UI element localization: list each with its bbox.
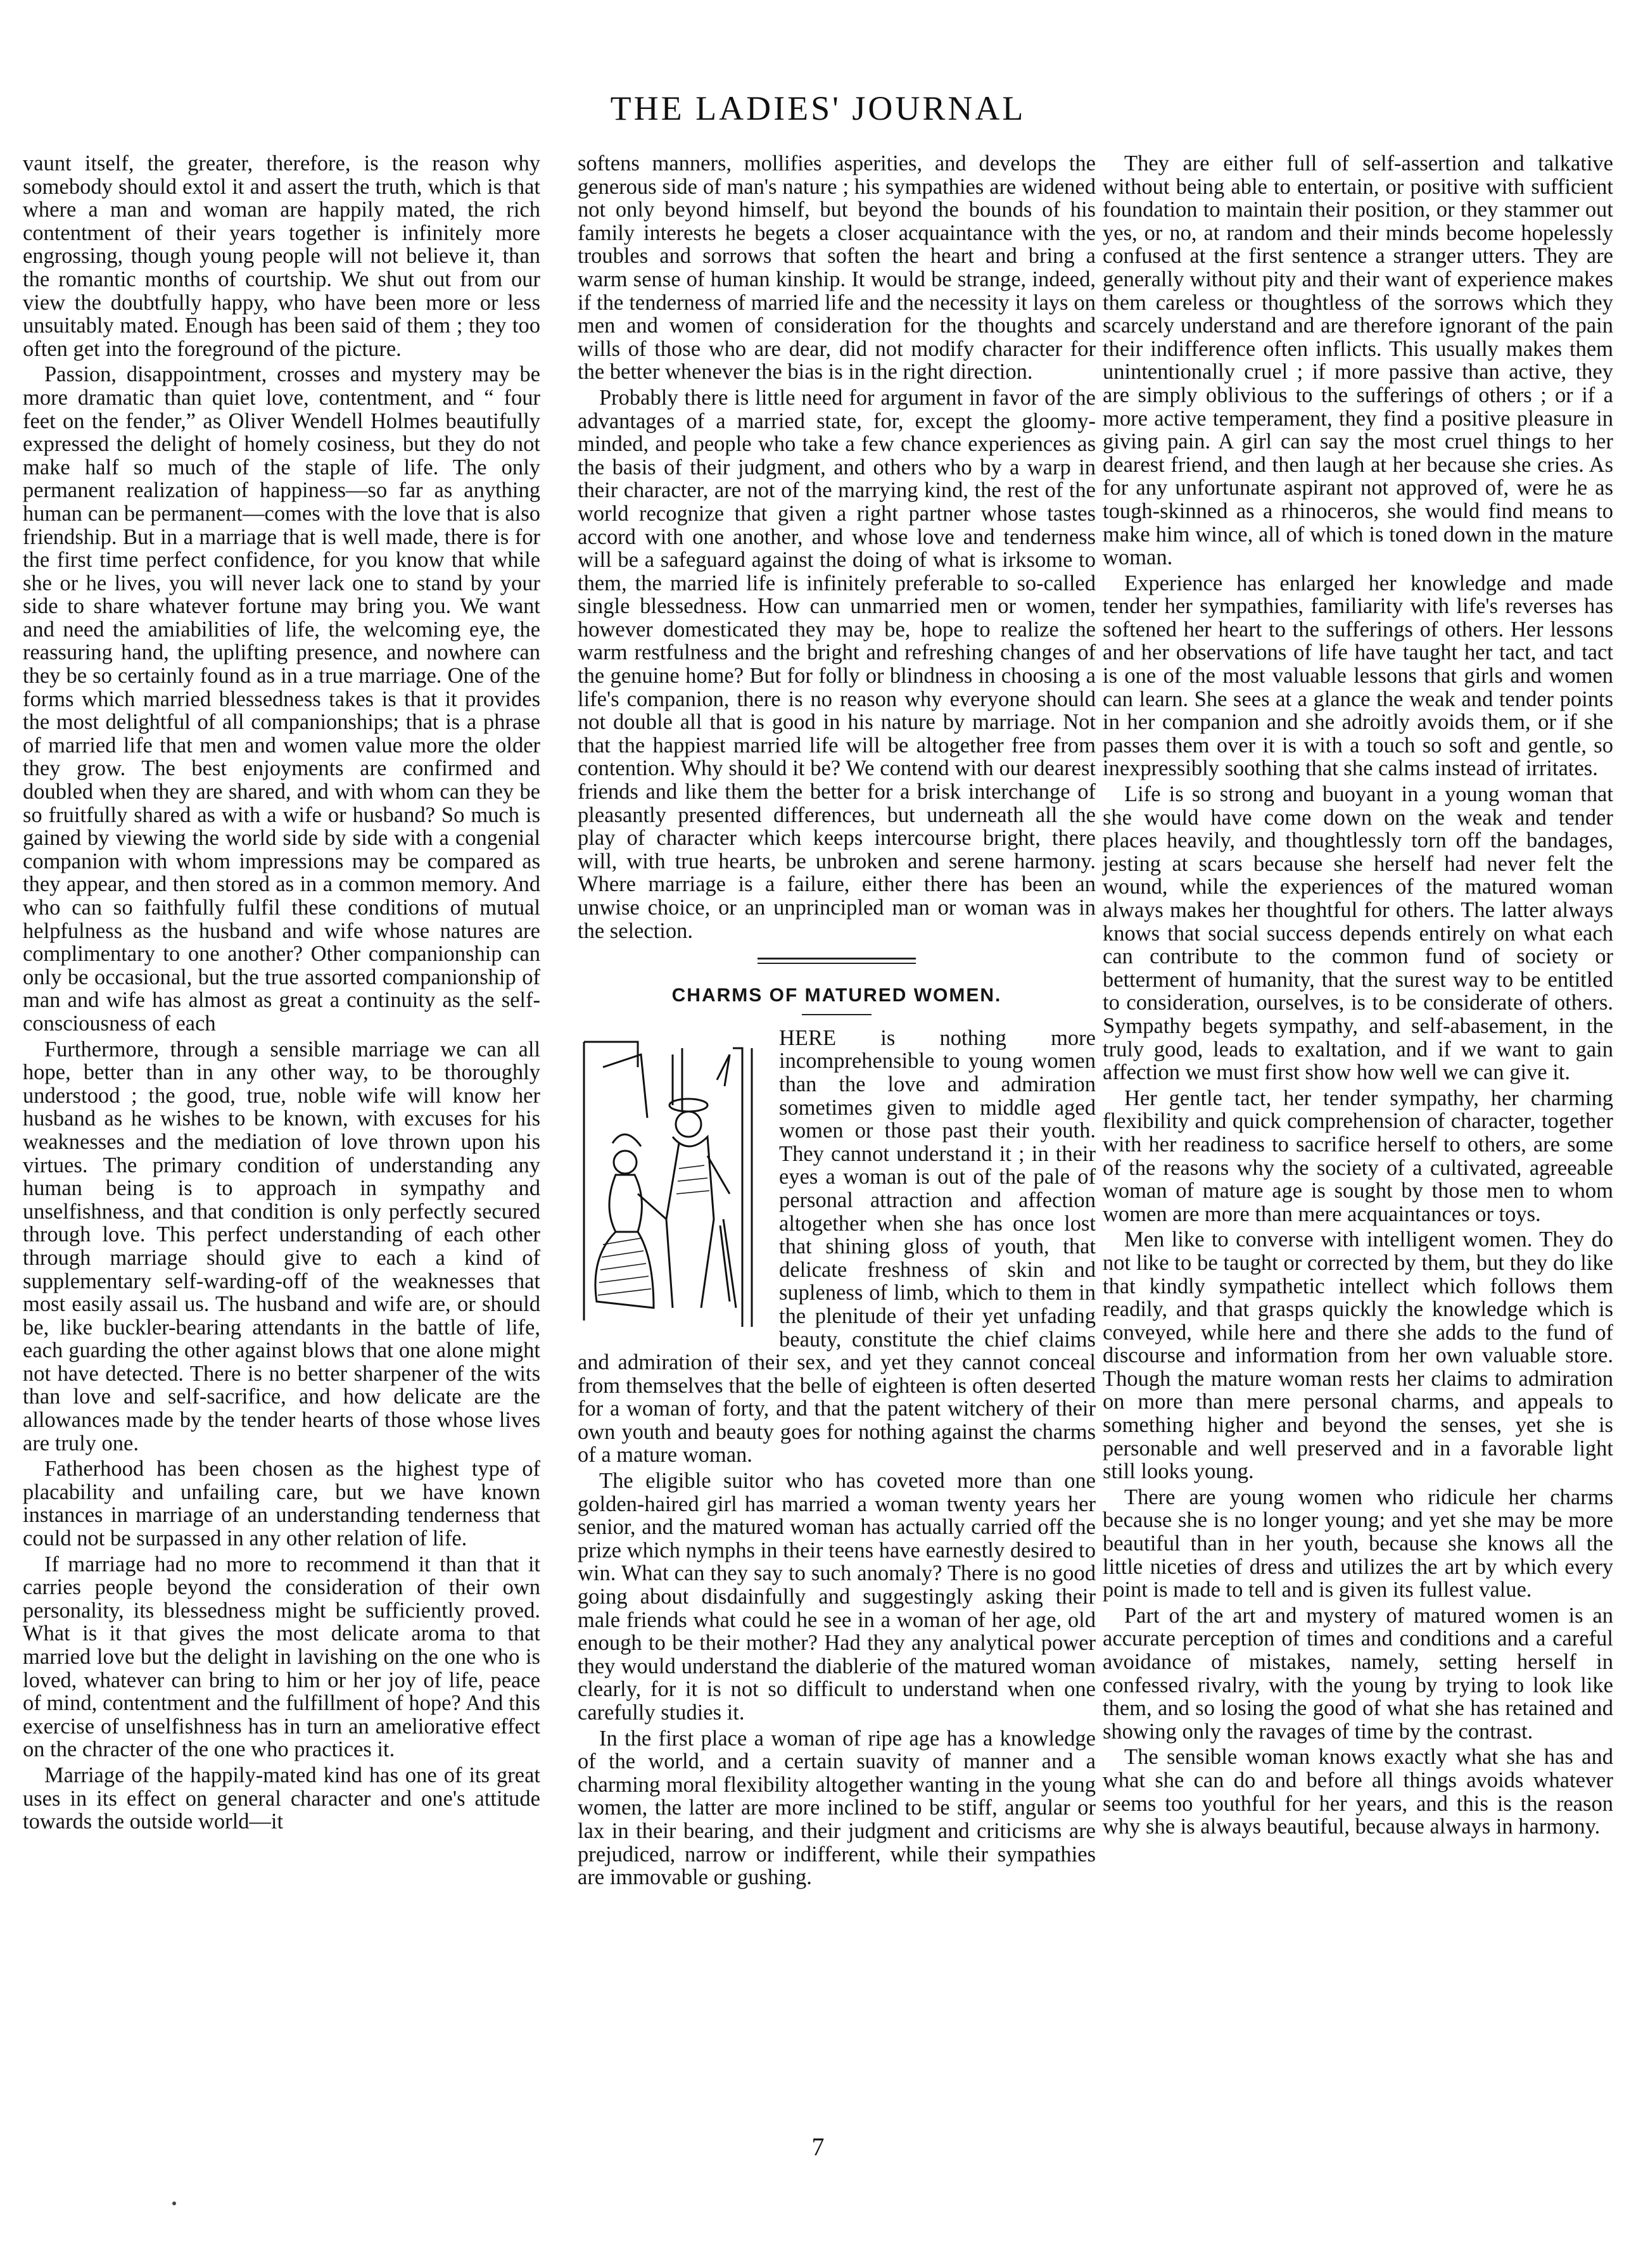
paragraph: Men like to converse with intelligent women. They do not like to be taught or corrected by them, but they do like that kindly sympathetic intellect which follows them readily, and that grasps quickly the knowledge which is conveyed, while here and there she adds to the fund of discourse and information from her own valuable store. Though the mature woman rests her claims to admiration on more than mere personal charms, and appeals to something higher and beyond the senses, yet she is personable and well preserved and in a favorable light still looks young.: [1103, 1227, 1613, 1484]
section-title: CHARMS OF MATURED WOMEN.: [671, 985, 1002, 1006]
paragraph: Fatherhood has been chosen as the highest type of placability and unfailing care, but we have known instances in marriage of an understanding tenderness that could not be surpassed in any other relation of life.: [23, 1457, 540, 1551]
page-number: 7: [811, 2132, 825, 2161]
paragraph: Furthermore, through a sensible marriage we can all hope, better than in any other way, to be thoroughly understood ; the good, true, noble wife will know her husband as he wishes to be known, with excuses for his weaknesses and the mediation of love thrown upon his virtues. The primary condition of understanding any human being is to approach in sympathy and unselfishness, and that condition is only perfectly secured through love. This perfect understanding of each other through marriage should give to each a kind of supplementary self-warding-off of the weaknesses that most easily assail us. The husband and wife are, or should be, like buckler-bearing attendants in the battle of life, each guarding the other against blows that one alone might not have detected. There is no better sharpener of the wits than love and self-sacrifice, and how delicate are the allowances made by the tender hearts of those whose lives are truly one.: [23, 1037, 540, 1455]
couple-illustration: [578, 1029, 768, 1327]
paragraph: Her gentle tact, her tender sympathy, her charming flexibility and quick comprehension of character, together with her readiness to sacrifice herself to others, are some of the reasons why the society of a cultivated, agreeable woman of mature age is sought by those men to whom women are more than mere acquaintances or toys.: [1103, 1086, 1613, 1226]
paragraph: Part of the art and mystery of matured women is an accurate perception of times and conditions and a careful avoidance of mistakes, namely, setting herself in confessed rivalry, with the young by trying to look like them, and so losing the good of what she has retained and showing only the ravages of time by the contrast.: [1103, 1603, 1613, 1744]
paragraph: Marriage of the happily-mated kind has one of its great uses in its effect on general character and one's attitude towards the outside world—it: [23, 1763, 540, 1834]
paragraph: There are young women who ridicule her charms because she is no longer young; and yet she may be more beautiful than in her youth, because she knows all the little niceties of dress and utilizes the art by which every point is made to tell and is given its fullest value.: [1103, 1485, 1613, 1602]
title-underline: [802, 1014, 872, 1015]
paragraph: Experience has enlarged her knowledge and made tender her sympathies, familiarity with life's reverses has softened her heart to the sufferings of others. Her lessons and her observations of life have taught her tact, and tact is one of the most valuable lessons that girls and women can learn. She sees at a glance the weak and tender points in her companion and she adroitly avoids them, or if she passes them over it is with a touch so soft and gentle, so inexpressibly soothing that she calms instead of irritates.: [1103, 571, 1613, 781]
paragraph: Life is so strong and buoyant in a young woman that she would have come down on the weak and tender places heavily, and thoughtlessly torn off the bandages, jesting at scars because she herself had never felt the wound, while the experiences of the matured woman always makes her thoughtful for others. The latter always knows that social success depends entirely on what each can contribute to the common fund of society or betterment of humanity, that the surest way to be entitled to consideration, ourselves, is to be considerate of others. Sympathy begets sympathy, and self-abasement, in the truly good, leads to exaltation, and if we want to gain affection we must first show how well we can give it.: [1103, 782, 1613, 1085]
paragraph: Passion, disappointment, crosses and mystery may be more dramatic than quiet love, contentment, and “ four feet on the fender,” as Oliver Wendell Holmes beautifully expressed the delight of homely cosiness, but they do not make half so much of the staple of life. The only permanent realization of happiness—so far as anything human can be permanent—comes with the love that is also friendship. But in a marriage that is well made, there is for the first time perfect confidence, for you know that while she or he lives, you will never lack one to stand by your side to share whatever fortune may bring you. We want and need the amiabilities of life, the welcoming eye, the reassuring hand, the uplifting presence, and nowhere can they be so certainly found as in a true marriage. One of the forms which married blessedness takes is that it provides the most delightful of all companionships; that is a phrase of married life that men and women value more the older they grow. The best enjoyments are confirmed and doubled when they are shared, and with whom can they be so fruitfully shared as with a wife or husband? So much is gained by viewing the world side by side with a congenial companion with whom impressions may be compared as they appear, and then stored as in a common memory. And who can so faithfully fulfil these conditions of mutual helpfulness as the husband and wife whose natures are complimentary to one another? Other companionship can only be occasional, but the true assorted companionship of man and wife has almost as great a continuity as the self-consciousness of each: [23, 362, 540, 1036]
paragraph: If marriage had no more to recommend it than that it carries people beyond the consideration of their own personality, its blessedness might be sufficiently proved. What is it that gives the most delicate aroma to that married love but the delight in lavishing on the one who is loved, whatever can bring to him or her joy of life, peace of mind, contentment and the fulfillment of hope? And this exercise of unselfishness has in turn an ameliorative effect on the chracter of the one who practices it.: [23, 1552, 540, 1762]
paragraph: The sensible woman knows exactly what she has and what she can do and before all things avoids whatever seems too youthful for her years, and this is the reason why she is always beautiful, because always in harmony.: [1103, 1745, 1613, 1839]
paragraph: vaunt itself, the greater, therefore, is the reason why somebody should extol it and assert the truth, which is that where a man and woman are happily mated, the rich contentment of their years together is infinitely more engrossing, though young people will not believe it, than the romantic months of courtship. We shut out from our view the doubtfully happy, who have been more or less unsuitably mated. Enough has been said of them ; they too often get into the foreground of the picture.: [23, 151, 540, 361]
article-column-right: [1103, 152, 1613, 1841]
paragraph: In the first place a woman of ripe age has a knowledge of the world, and a certain suavity of manner and a charming moral flexibility altogether wanting in the young women, the latter are more inclined to be stiff, angular or lax in their bearing, and their judgment and criticisms are prejudiced, narrow or indifferent, while their sympathies are immovable or gushing.: [578, 1726, 1096, 1890]
paragraph: HERE is nothing more incomprehensible to young women than the love and admiration sometimes given to middle aged women or those past their youth. They cannot understand it ; in their eyes a woman is out of the pale of personal attraction and affection altogether when she has once lost that shining gloss of youth, that delicate freshness of skin and supleness of limb, which to them in the plenitude of their yet unfading beauty, constitute the chief claims and admiration of their sex, and yet they cannot conceal from themselves that the belle of eighteen is often deserted for a woman of forty, and that the patent witchery of their own youth and beauty goes for nothing against the charms of a mature woman.: [578, 1025, 1096, 1467]
journal-header: THE LADIES' JOURNAL: [610, 89, 1026, 127]
paragraph: The eligible suitor who has coveted more than one golden-haired girl has married a woman twenty years her senior, and the matured woman has actually carried off the prize which nymphs in their teens have earnestly desired to win. What can they say to such anomaly? There is no good going about disdainfully and suggestingly asking their male friends what could he see in a woman of her age, old enough to be their mother? Had they any analytical power they would understand the diablerie of the matured woman clearly, for it is not so difficult to understand when one carefully studies it.: [578, 1469, 1096, 1725]
print-speck: [172, 2201, 176, 2205]
section-divider: [758, 958, 916, 964]
article-column-left: [23, 152, 540, 1836]
paragraph: Probably there is little need for argument in favor of the advantages of a married state, for, except the gloomy-minded, and people who take a few chance experiences as the basis of their judgment, and others who by a warp in their character, are not of the marrying kind, the rest of the world recognize that given a right partner whose tastes accord with one another, and whose love and tenderness will be a safeguard against the doing of what is irksome to them, the married life is infinitely preferable to so-called single blessedness. How can unmarried men or women, however domesticated they may be, hope to realize the warm restfulness and the bright and refreshing changes of the genuine home? But for folly or blindness in choosing a life's companion, there is no reason why everyone should not double all that is good in his nature by marriage. Not that the happiest married life will be altogether free from contention. Why should it be? We contend with our dearest friends and like them the better for a brisk interchange of pleasantly presented differences, but underneath all the play of character which keeps intercourse bright, there will, with true hearts, be unbroken and serene harmony. Where marriage is a failure, either there has been an unwise choice, or an unprincipled man or woman was in the selection.: [578, 385, 1096, 943]
paragraph: They are either full of self-assertion and talkative without being able to entertain, or positive with sufficient foundation to maintain their position, or they stammer out yes, or no, at random and their minds become hopelessly confused at the first sentence a stranger utters. They are generally without pity and their want of experience makes them careless or thoughtless of the sorrows which they scarcely understand and are therefore ignorant of the pain their indifference often inflicts. This usually makes them unintentionally cruel ; if more passive than active, they are simply oblivious to the sufferings of others ; or if a more active temperament, they find a positive pleasure in giving pain. A girl can say the most cruel things to her dearest friend, and then laugh at her because she cries. As for any unfortunate aspirant not approved of, were he as tough-skinned as a rhinoceros, she would find means to make him wince, all of which is toned down in the mature woman.: [1103, 151, 1613, 570]
article-column-middle: [578, 152, 1096, 2103]
paragraph: softens manners, mollifies asperities, and develops the generous side of man's nature ; his sympathies are widened not only beyond himself, but beyond the bounds of his family interests he begets a closer acquaintance with the troubles and sorrows that soften the heart and bring a warm sense of human kinship. It would be strange, indeed, if the tenderness of married life and the necessity it lays on men and women of consideration for the thoughts and wills of those who are dear, did not modify character for the better whenever the bias is in the right direction.: [578, 151, 1096, 384]
